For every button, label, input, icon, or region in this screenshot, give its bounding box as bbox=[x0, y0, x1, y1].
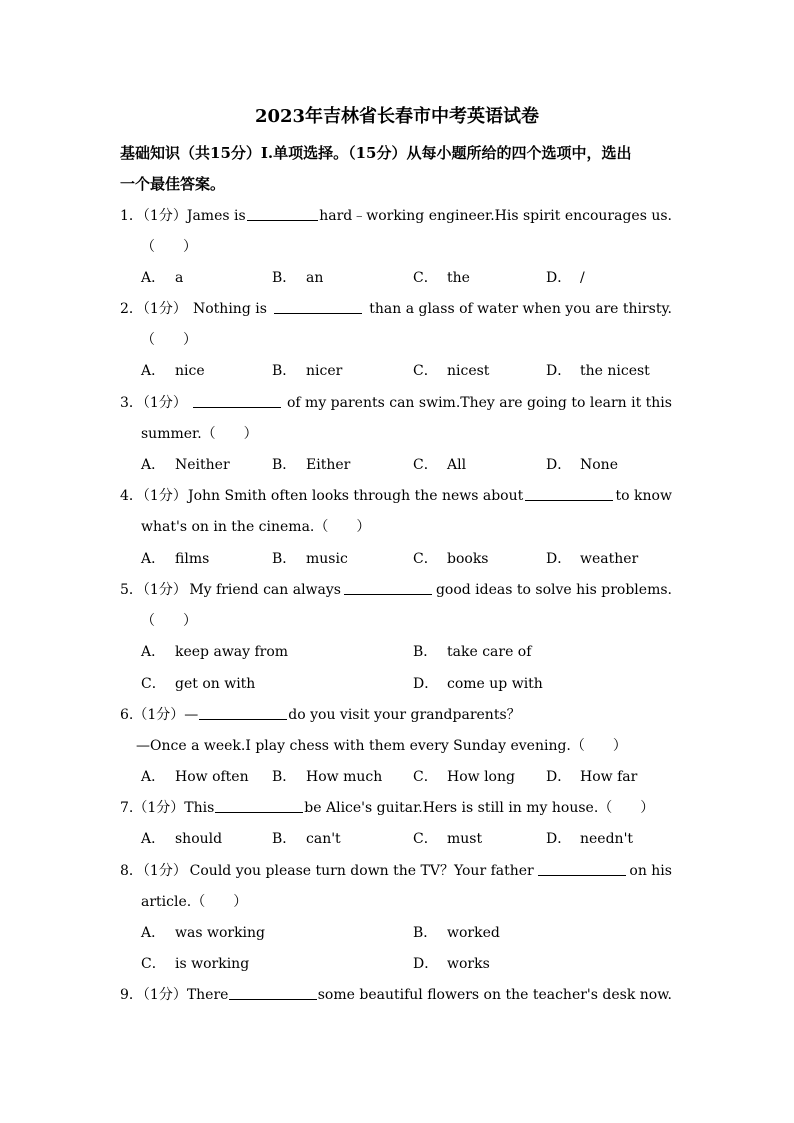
question-number: 8．（1分） bbox=[120, 863, 187, 879]
option-b: B． worked bbox=[413, 925, 500, 941]
question-stem-after: on his bbox=[629, 863, 672, 879]
option-b: B． can't bbox=[272, 831, 341, 847]
option-d: D． come up with bbox=[413, 676, 543, 692]
question-8 bbox=[120, 861, 672, 881]
question-continuation: —Once a week.I play chess with them every Sunday evening.（ ） bbox=[136, 738, 627, 754]
option-b: B． music bbox=[272, 551, 348, 567]
question-continuation: what's on in the cinema.（ ） bbox=[141, 519, 371, 535]
answer-blank bbox=[538, 861, 626, 876]
question-number: 3．（1分） bbox=[120, 395, 187, 411]
option-c: C． All bbox=[413, 457, 467, 473]
option-c: C． How long bbox=[413, 769, 515, 785]
option-a: A． films bbox=[141, 551, 210, 567]
option-a: A． nice bbox=[141, 363, 205, 379]
option-c: C． books bbox=[413, 551, 489, 567]
question-stem-after: of my parents can swim.They are going to learn it this bbox=[286, 395, 672, 411]
answer-blank bbox=[344, 580, 432, 595]
option-d: D． needn't bbox=[546, 831, 634, 847]
option-c: C． nicest bbox=[413, 363, 490, 379]
option-b: B． an bbox=[272, 270, 324, 286]
answer-blank bbox=[274, 299, 362, 314]
question-stem-before: Could you please turn down the TV？Your father bbox=[189, 863, 534, 879]
question-stem-after: than a glass of water when you are thirsty. bbox=[369, 301, 672, 317]
question-stem-before: Nothing is bbox=[193, 301, 267, 317]
answer-blank bbox=[229, 985, 316, 1000]
question-stem-after: some beautiful flowers on the teacher's desk now. bbox=[317, 987, 672, 1003]
question-continuation: article.（ ） bbox=[141, 894, 248, 910]
option-b: B． take care of bbox=[413, 644, 532, 660]
question-stem-before: This bbox=[184, 800, 215, 816]
option-d: D． weather bbox=[546, 551, 639, 567]
question-5 bbox=[120, 580, 672, 600]
question-stem-after: be Alice's guitar.Hers is still in my house. bbox=[304, 800, 599, 816]
option-b: B． Either bbox=[272, 457, 351, 473]
question-continuation: summer.（ ） bbox=[141, 426, 258, 442]
answer-blank bbox=[525, 486, 613, 501]
option-c: C． get on with bbox=[141, 676, 256, 692]
answer-paren: （ ） bbox=[141, 332, 197, 348]
question-number: 6.（1分）— bbox=[120, 707, 199, 723]
question-number: 9．（1分） bbox=[120, 987, 187, 1003]
answer-blank bbox=[247, 206, 319, 221]
question-stem-before: My friend can always bbox=[189, 582, 341, 598]
question-stem-after: hard﹣working engineer.His spirit encourages us. bbox=[319, 208, 672, 224]
question-3 bbox=[120, 393, 672, 413]
option-c: C． is working bbox=[141, 956, 250, 972]
question-4 bbox=[120, 486, 672, 506]
section-instruction-line-1: 基础知识（共15分）Ⅰ.单项选择。（15分）从每小题所给的四个选项中，选出 bbox=[120, 144, 632, 162]
question-7 bbox=[120, 798, 672, 818]
option-d: D． the nicest bbox=[546, 363, 650, 379]
option-a: A． should bbox=[141, 831, 223, 847]
option-c: C． the bbox=[413, 270, 470, 286]
answer-paren: （ ） bbox=[141, 613, 197, 629]
question-number: 4．（1分） bbox=[120, 488, 187, 504]
answer-blank bbox=[199, 705, 287, 720]
option-a: A． a bbox=[141, 270, 184, 286]
exam-title: 2023年吉林省长春市中考英语试卷 bbox=[254, 106, 540, 127]
question-number: 7.（1分） bbox=[120, 800, 185, 816]
question-number: 1．（1分） bbox=[120, 208, 187, 224]
question-stem-after: to know bbox=[615, 488, 672, 504]
option-b: B． nicer bbox=[272, 363, 343, 379]
option-a: A． How often bbox=[141, 769, 249, 785]
option-d: D． None bbox=[546, 457, 618, 473]
option-a: A． was working bbox=[141, 925, 266, 941]
question-2 bbox=[120, 299, 672, 319]
answer-paren: （ ） bbox=[598, 800, 655, 816]
answer-blank bbox=[193, 393, 281, 408]
section-instruction-line-2: 一个最佳答案。 bbox=[120, 175, 226, 193]
question-stem-before: There bbox=[186, 987, 229, 1003]
question-stem-before: James is bbox=[186, 208, 246, 224]
answer-paren: （ ） bbox=[141, 239, 197, 255]
question-number: 2．（1分） bbox=[120, 301, 187, 317]
option-b: B． How much bbox=[272, 769, 383, 785]
option-d: D． works bbox=[413, 956, 490, 972]
question-6 bbox=[120, 705, 672, 725]
answer-blank bbox=[215, 798, 303, 813]
question-9 bbox=[120, 985, 672, 1005]
question-number: 5．（1分） bbox=[120, 582, 187, 598]
question-stem-after: good ideas to solve his problems. bbox=[435, 582, 672, 598]
option-c: C． must bbox=[413, 831, 483, 847]
option-d: D． / bbox=[546, 270, 585, 286]
option-a: A． keep away from bbox=[141, 644, 289, 660]
question-1 bbox=[120, 206, 672, 226]
option-a: A． Neither bbox=[141, 457, 230, 473]
question-stem-before: John Smith often looks through the news about bbox=[187, 488, 524, 504]
question-stem-after: do you visit your grandparents？ bbox=[288, 707, 521, 723]
option-d: D． How far bbox=[546, 769, 638, 785]
